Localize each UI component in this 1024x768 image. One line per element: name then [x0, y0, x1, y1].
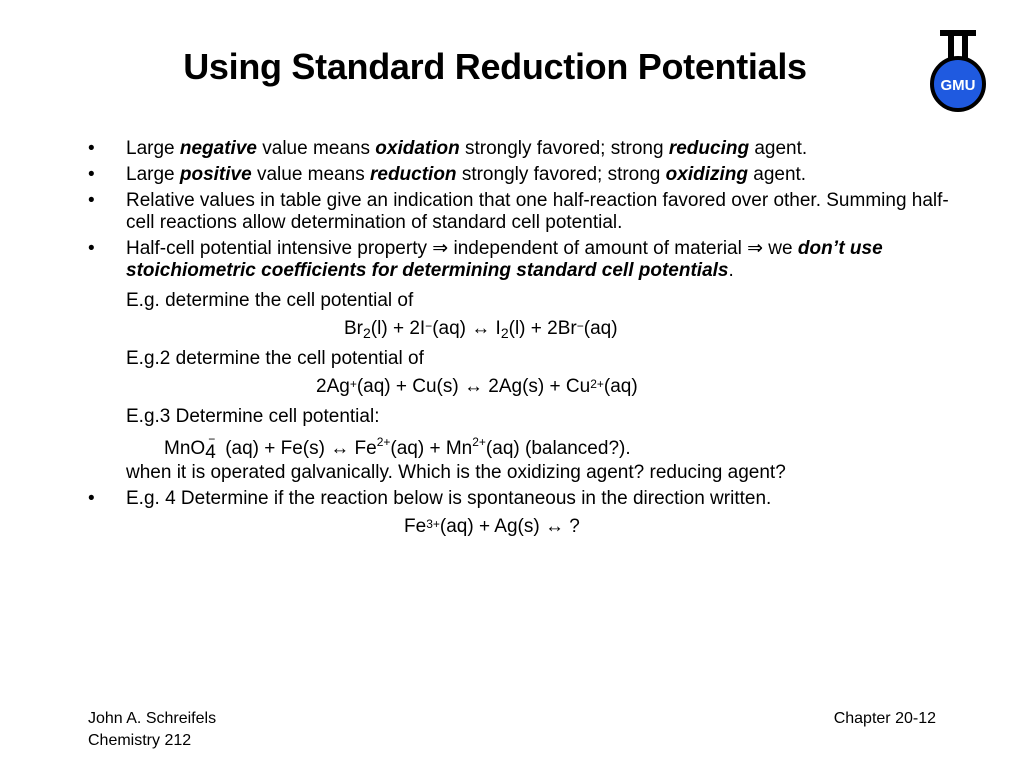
text: Large — [126, 138, 180, 159]
implies-arrow-icon: ⇒ — [747, 238, 764, 259]
bullet-list — [88, 138, 968, 538]
emph-stoichiometric: don’t use stoichiometric coefficients for determining standard cell potentials — [126, 238, 883, 281]
gmu-flask-logo — [926, 28, 990, 112]
bullet-negative: • Large negative value means oxidation strongly favored; strong reducing agent. — [88, 138, 808, 159]
bullet-relative-values: • Relative values in table give an indication that one half-reaction favored over other. Summing half-cell reactions allow determination of standard cell potential. — [88, 190, 949, 233]
equation-3: MnO − 4 (aq) + Fe(s) ↔ $Fe^{2+}(aq) + Mn^{2+}(aq)$ (balanced?). — [164, 432, 631, 463]
logo-text: GMU — [940, 77, 976, 94]
emph-oxidizing: oxidizing — [665, 164, 748, 185]
bullet-intensive-property: • Half-cell potential intensive property ⇒ independent of amount of material ⇒ we don’t use stoichiometric coefficients for determining standard cell potentials. — [88, 238, 883, 281]
emph-positive: positive — [179, 164, 252, 185]
footer-author: John A. Schreifels — [88, 710, 217, 727]
text: agent. — [747, 164, 807, 185]
text: . — [728, 260, 734, 281]
text: agent. — [749, 138, 808, 159]
text: value means — [251, 164, 370, 185]
equation-2: 2Ag+(aq) + Cu(s) ↔ $2Ag(s) + Cu^{2+}(aq)$ — [316, 376, 638, 397]
eg2-label: E.g.2 determine the cell potential of — [126, 348, 424, 369]
equation-4: $Fe^{3+}(aq) + Ag(s)$ ↔ ? — [404, 516, 580, 537]
text: value means — [256, 138, 376, 159]
text: Large — [126, 164, 180, 185]
emph-reducing: reducing — [668, 138, 750, 159]
text: E.g. 4 Determine if the reaction below is spontaneous in the direction written. — [126, 488, 772, 509]
text: strongly favored; strong — [456, 164, 666, 185]
text: Half-cell potential intensive property — [126, 238, 433, 259]
text: independent of amount of material — [448, 238, 748, 259]
text: we — [763, 238, 798, 259]
text: strongly favored; strong — [459, 138, 669, 159]
implies-arrow-icon: ⇒ — [432, 238, 449, 259]
footer-course: Chemistry 212 — [88, 732, 192, 749]
text: Relative values in table give an indication that one half-reaction favored over other. Summing half-cell reactions allow determination of standard cell potential. — [126, 190, 949, 233]
double-arrow-icon: ↔ — [464, 376, 483, 397]
emph-negative: negative — [179, 138, 257, 159]
footer-chapter: Chapter 20-12 — [833, 710, 936, 727]
equation-1: $Br_2(l) + 2I^-(aq)$ ↔ $I_2(l) + 2Br^-(aq)$ — [344, 318, 618, 341]
bullet-positive: • Large positive value means reduction strongly favored; strong oxidizing agent. — [88, 164, 807, 185]
double-arrow-icon: ↔ — [330, 438, 350, 459]
bullet-eg4: • E.g. 4 Determine if the reaction below is spontaneous in the direction written. — [88, 488, 772, 509]
eg3-label: E.g.3 Determine cell potential: — [126, 406, 380, 427]
emph-reduction: reduction — [369, 164, 457, 185]
eg1-label: E.g. determine the cell potential of — [126, 290, 414, 311]
double-arrow-icon: ↔ — [544, 516, 564, 537]
double-arrow-icon: ↔ — [471, 318, 491, 339]
footer-left — [88, 708, 216, 752]
eg3-note: when it is operated galvanically. Which is the oxidizing agent? reducing agent? — [126, 462, 786, 483]
emph-oxidation: oxidation — [375, 138, 460, 159]
slide-title: Using Standard Reduction Potentials — [183, 46, 807, 87]
